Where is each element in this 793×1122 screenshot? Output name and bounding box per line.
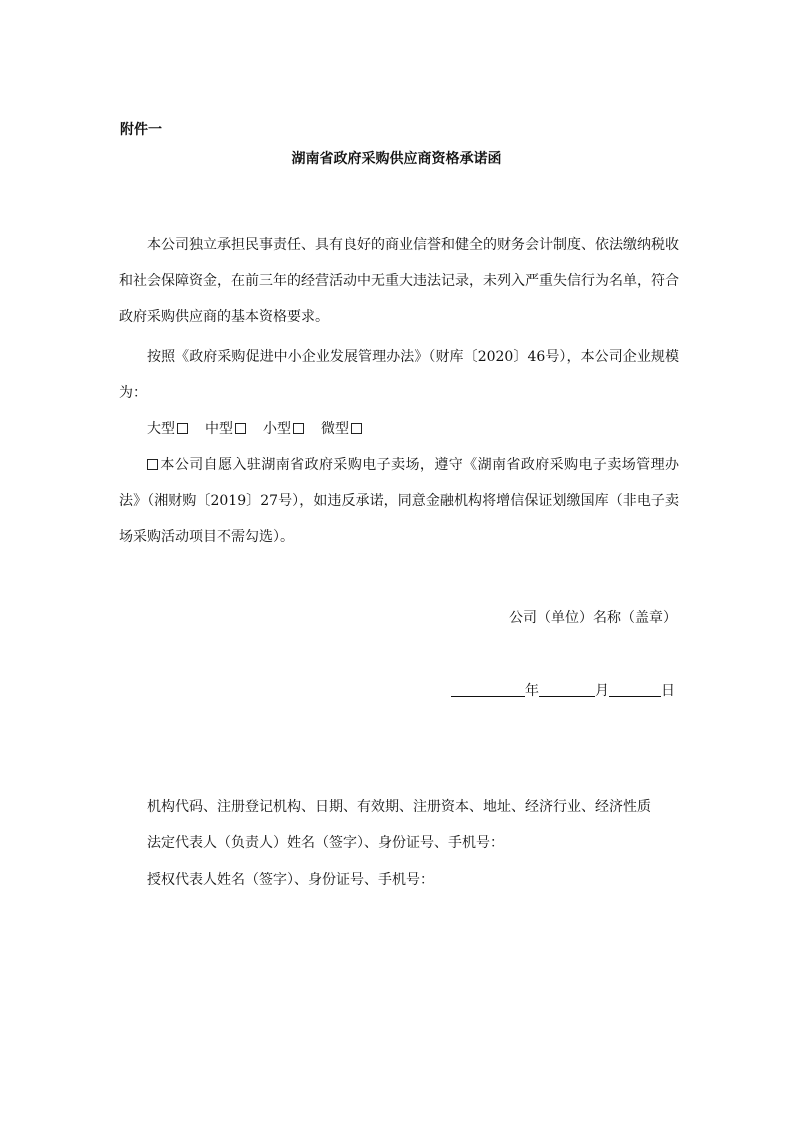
legal-representative-line: 法定代表人（负责人）姓名（签字）、身份证号、手机号： xyxy=(147,835,504,851)
enterprise-size-options xyxy=(119,411,679,447)
size-label-micro: 微型 xyxy=(321,421,349,437)
month-label: 月 xyxy=(595,683,609,699)
size-option-micro xyxy=(321,421,363,437)
day-blank[interactable] xyxy=(609,682,661,697)
size-option-medium xyxy=(205,421,247,437)
size-label-large: 大型 xyxy=(147,421,175,437)
size-label-medium: 中型 xyxy=(205,421,233,437)
enterprise-scale-paragraph: 按照《政府采购促进中小企业发展管理办法》（财库〔2020〕46号），本公司企业规模为： xyxy=(119,349,679,401)
month-blank[interactable] xyxy=(539,682,595,697)
date-line xyxy=(451,680,675,700)
large-checkbox-icon[interactable] xyxy=(177,423,188,434)
attachment-label: 附件一 xyxy=(120,122,162,138)
size-label-small: 小型 xyxy=(263,421,291,437)
size-option-small xyxy=(263,421,305,437)
year-blank[interactable] xyxy=(451,682,525,697)
year-label: 年 xyxy=(525,683,539,699)
day-label: 日 xyxy=(661,683,675,699)
medium-checkbox-icon[interactable] xyxy=(235,423,246,434)
registration-info-line: 机构代码、注册登记机构、日期、有效期、注册资本、地址、经济行业、经济性质 xyxy=(147,799,651,815)
small-checkbox-icon[interactable] xyxy=(293,423,304,434)
e-mall-commitment-paragraph xyxy=(119,447,679,555)
micro-checkbox-icon[interactable] xyxy=(351,423,362,434)
e-mall-commitment-text: 本公司自愿入驻湖南省政府采购电子卖场，遵守《湖南省政府采购电子卖场管理办法》（湘财购〔2019〕27号），如违反承诺，同意金融机构将增信保证划缴国库（非电子卖场采购活动项目不需勾选）。 xyxy=(119,457,679,545)
e-mall-checkbox-icon[interactable] xyxy=(147,459,158,470)
document-title: 湖南省政府采购供应商资格承诺函 xyxy=(291,151,502,167)
qualification-paragraph: 本公司独立承担民事责任、具有良好的商业信誉和健全的财务会计制度、依法缴纳税收和社会保障资金，在前三年的经营活动中无重大违法记录，未列入严重失信行为名单，符合政府采购供应商的基本资格要求。 xyxy=(119,237,679,325)
size-option-large xyxy=(147,421,189,437)
company-seal-label: 公司（单位）名称（盖章） xyxy=(509,610,677,626)
authorized-representative-line: 授权代表人姓名（签字）、身份证号、手机号： xyxy=(147,872,434,888)
